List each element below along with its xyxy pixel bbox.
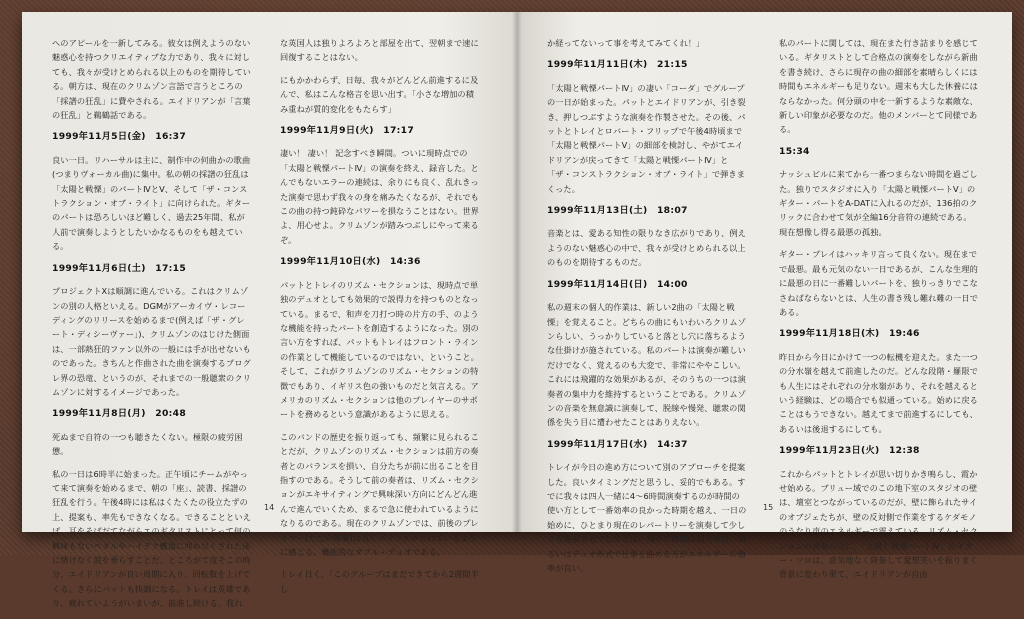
diary-entry-heading: 1999年11月10日(水) 14:36 [280, 256, 421, 268]
paragraph: 私のパートに関しては、現在また行き詰まりを感じている。ギタリストとして合格点の演奏をしながら新曲を書き続け、さらに現存の曲の細部を素晴らしくには時間もエネルギーも足りない。週末も大した休養にはならなかった。何分頭の中を一新するような素敵な、新しい印象が必要なのだ。他のメンバーとて同様である。 [779, 38, 978, 135]
diary-entry-heading: 1999年11月5日(金) 16:37 [52, 131, 187, 143]
paragraph: ナッシュビルに来てから一番つまらない時間を過ごした。独りでスタジオに入り「太陽と戦慄パートⅤ」のギター・パートをA-DATに入れるのだが、136拍のクリックに合わせて気が全編16分音符の連続である。現在想像し得る最悪の孤独。 [779, 169, 978, 237]
right-page-column-2 [779, 36, 979, 590]
paragraph: これからパットとトレイが思い切りかき鳴らし、霞かせ始める。ブリュー域でのこの地下室のスタジオの壁は、壇室とつながっているのだが、壁に飾られたサイのオブジェたちが、壁の反対側で作業をするケダモノのうなり声のエネルギーで震えている。リズム・セクションの演奏の次に、「太陽と戦慄パートⅣ」のギター・ソロは、意気地なく降参して愛想笑いを振りまく背景に変わり果て、エイドリアンが自由 [779, 468, 978, 580]
paragraph: 「太陽と戦慄パートⅣ」の凄い「コーダ」でグループの一日が始まった。パットとエイドリアンが、引き裂き、押しつぶすような演奏を作製させた。その後、パットとトレイとロバート・フリップで午後4時頃まで「太陽と戦慄パートⅤ」の細部を検討し、やがてエイドリアンが戻ってきて「太陽と戦慄パートⅣ」と「ザ・コンストラクション・オブ・ライト」で弾きまくった。 [547, 82, 746, 194]
page-number-left: 14 [264, 503, 275, 512]
diary-entry-heading: 1999年11月11日(木) 21:15 [547, 59, 688, 71]
right-page [517, 12, 1012, 580]
paragraph: プロジェクトXは順調に進んでいる。これはクリムゾンの別の人格といえる。DGMがアーカイヴ・レコーディングのリリースを始めるまで(例えば「ザ・グレート・ディシーヴァー」)、クリムゾンのはじけた側面は、一部熱狂的ファン以外の一般には手が出せないものであった。きちんと作曲された曲を演奏するプログレ界の恐竜、というのが、それまでの一般聴衆のクリムゾンに対するイメージであった。 [52, 286, 251, 397]
paragraph: 音楽とは、愛ある知性の限りなき広がりであり、例えようのない魅惑心の中で、我々が受けとめられる以上のものを期待するものだ。 [547, 228, 746, 268]
diary-entry-heading: 1999年11月14日(日) 14:00 [547, 278, 688, 290]
paragraph: 死ぬまで自符の一つも聴きたくない。極限の疲労困憊。 [52, 431, 243, 457]
left-page [22, 12, 517, 609]
right-page-column-1 [547, 36, 747, 583]
left-page-column-2 [280, 36, 480, 604]
paragraph: 私の週末の個人的作業は、新しい2曲の「太陽と戦慄」を覚えること。どちらの曲にもいわいろクリムゾンらしい、うっかりしていると落とし穴に落ちるような仕掛けが施されている。私のパートは演奏が難しいだけでなく、覚えるのも大変で、非常にややこしい。これには飛躍的な効果があるが、そのうちの一つは演奏者の集中力を維持するということである。クリムゾンの音楽を無意識に演奏して、脱線や慢発、聴衆の関係を失う目に遭わせたことはありえない。 [547, 302, 746, 428]
paragraph: 昨日から今日にかけて一つの転機を迎えた。また一つの分水嶺を越えて前進したのだ。どんな段階・羅限でも人生にはそれぞれの分水嶺があり、それを越えるという経験は、どの場合でも似通っている。始めに戻ることはもうできない。越えてまで前進するにしても、あるいは後退するにしても。 [779, 351, 978, 434]
paragraph: パットとトレイのリズム・セクションは、現時点で単独のデュオとしても効果的で説得力を持つものとなっている。まるで、和声を刀打つ時の片方の手、のような機能を持ったパートを創造するようになった。別の言い方をすれば、パットもトレイはフロント・ラインの作業として機能しているのではない、ということ。そして、これがクリムゾンのリズム・セクションの特徴でもあり、イギリス色の強いものだと気言える。アメリカのリズム・セクションは他のプレイヤーのサポートを務めるという意識があるように思える。 [280, 279, 479, 420]
paragraph: ギター・プレイはハッキリ言って良くない。現在までで最悪。最も元気のない一日であるが、こんな生理的に最悪の日に一番難しいパートを、独りっきりでこなさねばならないとは、人生の書き残し難れ難の一日である。 [779, 249, 978, 317]
page-number-right: 15 [763, 503, 774, 512]
diary-entry-heading: 1999年11月23日(火) 12:38 [779, 445, 920, 457]
paragraph: トレイ日く、「このグループはまだできてから2週間半し [280, 569, 479, 594]
booklet-spread [22, 12, 1012, 609]
paragraph: 良い一日。リハーサルは主に、制作中の何曲かの歌曲(つまりヴォーカル曲)に集中。私の朝の採譜の狂乱は「太陽と戦慄」のパートⅣとⅤ、そして「ザ・コンストラクション・オブ・ライト」に向けられた。ギターのパートは恐ろしいほど難しく、過去25年間、私が人前で演奏しようとしたいかなるものをも越えている。 [52, 154, 251, 252]
left-page-column-1 [52, 36, 252, 619]
paragraph: 凄い！ 凄い！ 記念すべき瞬間。ついに現時点での「太陽と戦慄パートⅣ」の演奏を終え、録音した。とんでもないエラーの連続は、余りにも良く、乱れきった演奏で思わず我々の身を痛みたくなるが、それでもこの曲の持つ鈍砕なパワーを損なうことはない。世界よ、用心せよ。クリムゾンが踏みつぶしにやって来るぞ。 [280, 148, 479, 245]
paragraph: にもかかわらず、日毎、我々がどんどん前進するに及んで、私はこんな格言を思い出す。「小さな増加の積み重ねが質的変化をもたらす」 [280, 74, 479, 114]
paragraph: な英国人は独りよろよろと部屋を出て、翌朝まで速に回復することはない。 [280, 38, 479, 63]
diary-entry-heading: 1999年11月8日(月) 20:48 [52, 408, 187, 420]
diary-entry-heading: 1999年11月9日(火) 17:17 [280, 125, 415, 137]
diary-entry-heading: 1999年11月13日(土) 18:07 [547, 205, 688, 217]
diary-entry-heading: 1999年11月17日(水) 14:37 [547, 438, 688, 450]
paragraph: へのアピールを一新してみる。彼女は例えようのない魅惑心を持つクリエイティブな力であり、我々に対しても、我々が受けとめられる以上のものを期待している。朝方は、現在のクリムゾン言語で言うところの「採譜の狂乱」に費やされる。エイドリアンが「言葉の狂乱」と鵜鶴話である。 [52, 38, 251, 121]
diary-entry-heading: 1999年11月18日(木) 19:46 [779, 328, 920, 340]
paragraph: 私の一日は6時半に始まった。正午頃にチームがやって来て演奏を始めるまで、朝の「座」、読書、採譜の狂乱を行う。午後4時には私はくたくたの役立たずの上、提案も、率先もできなくなる。できることといえば、耳をそばだてながらエのギタリストにとって何の興味もないペダルやハイテク機器に埋め尽くされた床に情けなく涙を垂らすことだ。ところがて度そこの時分、エイドリアンが良い周期に入り、回転数を上げてくる。さらにパットも快調になる。トレイは英雄であり、疲れていようがいまいが、前進し続ける。我れ [52, 468, 251, 609]
diary-entry-heading: 15:34 [779, 145, 810, 157]
paragraph: トレイが今日の進め方について別のアプローチを提案した。良いタイミングだと思うし、妥的でもある。すでに我々は四人一緒に4〜6時間演奏するのが時間の使い方として一番効率の良かった時期を越え、一日の始めに、ひとまり現在のレパートリーを演奏して少しでも進展させてしまえば、残りの時間は個人単位、あるいはデュオ形式で仕事を進める方がエネルギーの効率が良い。 [547, 462, 747, 573]
diary-entry-heading: 1999年11月6日(土) 17:15 [52, 262, 187, 274]
book-spine [512, 12, 522, 532]
paragraph: か経ってないって事を考えてみてくれ！」 [547, 38, 705, 48]
paragraph: このバンドの歴史を振り返っても、頻繁に見られることだが、クリムゾンのリズム・セクションは前方の奏者とのバランスを損い、自分たちが前に出ることを目指すのである。そうして前の奏者は、リズム・セクションがエキサイティングで興味深い方向にどんどん進んで進んでいくため、まるで急に使われているようになりるのである。現在のクリムゾンでは、前後のプレイヤー(ただの障噺)は良くバランスがとれているように感じる。機能的なダブル・デュオである。 [280, 431, 479, 557]
